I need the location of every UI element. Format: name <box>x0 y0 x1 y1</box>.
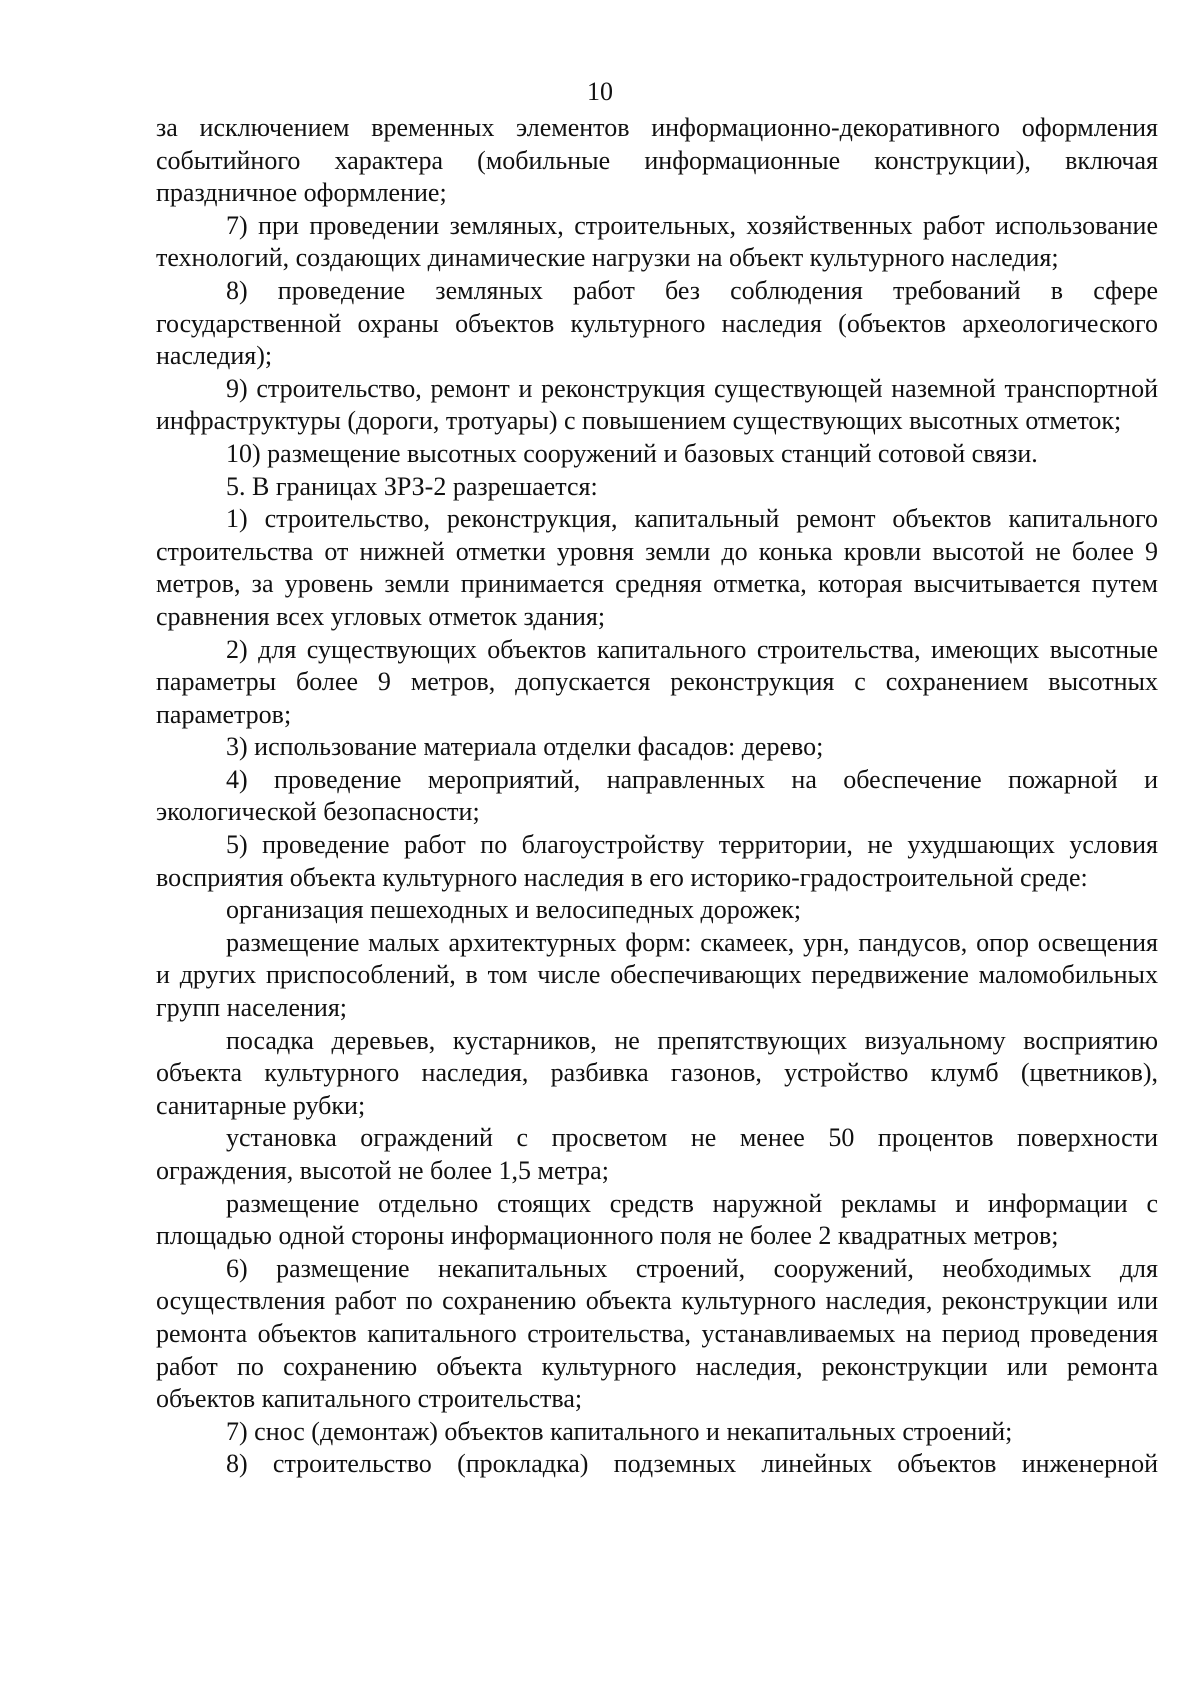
document-body <box>156 112 1158 1481</box>
paragraph: 7) при проведении земляных, строительных, хозяйственных работ использование технологий, создающих динамические нагрузки на объект культурного наследия; <box>156 210 1158 273</box>
paragraph: 7) снос (демонтаж) объектов капитального и некапитальных строений; <box>226 1416 1013 1446</box>
paragraph: 4) проведение мероприятий, направленных на обеспечение пожарной и экологической безопасности; <box>156 764 1158 827</box>
paragraph: за исключением временных элементов информационно-декоративного оформления событийного характера (мобильные информационные конструкции), включая праздничное оформление; <box>156 113 1158 208</box>
paragraph: 3) использование материала отделки фасадов: дерево; <box>226 732 824 762</box>
paragraph: организация пешеходных и велосипедных дорожек; <box>226 895 802 925</box>
paragraph: 2) для существующих объектов капитального строительства, имеющих высотные параметры более 9 метров, допускается реконструкция с сохранением высотных параметров; <box>156 634 1158 729</box>
paragraph: размещение отдельно стоящих средств наружной рекламы и информации с площадью одной стороны информационного поля не более 2 квадратных метров; <box>156 1188 1158 1251</box>
paragraph: 1) строительство, реконструкция, капитальный ремонт объектов капитального строительства от нижней отметки уровня земли до конька кровли высотой не более 9 метров, за уровень земли принимается средняя отметка, которая высчитывается путем сравнения всех угловых отметок здания; <box>156 504 1158 631</box>
paragraph: 8) проведение земляных работ без соблюдения требований в сфере государственной охраны объектов культурного наследия (объектов археологического наследия); <box>156 275 1158 371</box>
paragraph: 10) размещение высотных сооружений и базовых станций сотовой связи. <box>226 438 1038 468</box>
paragraph: размещение малых архитектурных форм: скамеек, урн, пандусов, опор освещения и других приспособлений, в том числе обеспечивающих передвижение маломобильных групп населения; <box>156 927 1158 1023</box>
paragraph: 5. В границах ЗРЗ-2 разрешается: <box>226 471 598 501</box>
paragraph: 8) строительство (прокладка) подземных линейных объектов инженерной <box>226 1449 1158 1479</box>
paragraph: установка ограждений с просветом не менее 50 процентов поверхности ограждения, высотой не более 1,5 метра; <box>156 1123 1158 1185</box>
paragraph: 9) строительство, ремонт и реконструкция существующей наземной транспортной инфраструктуры (дороги, тротуары) с повышением существующих высотных отметок; <box>156 373 1158 436</box>
paragraph: посадка деревьев, кустарников, не препятствующих визуальному восприятию объекта культурного наследия, разбивка газонов, устройство клумб (цветников), санитарные рубки; <box>156 1025 1158 1120</box>
paragraph: 5) проведение работ по благоустройству территории, не ухудшающих условия восприятия объекта культурного наследия в его историко-градостроительной среде: <box>156 830 1158 892</box>
page-number: 10 <box>587 77 613 106</box>
paragraph: 6) размещение некапитальных строений, сооружений, необходимых для осуществления работ по сохранению объекта культурного наследия, реконструкции или ремонта объектов капитального строительства, устанавливаемых на период проведения работ по сохранению объекта культурного наследия, реконструкции или ремонта объектов капитального строительства; <box>156 1253 1158 1414</box>
